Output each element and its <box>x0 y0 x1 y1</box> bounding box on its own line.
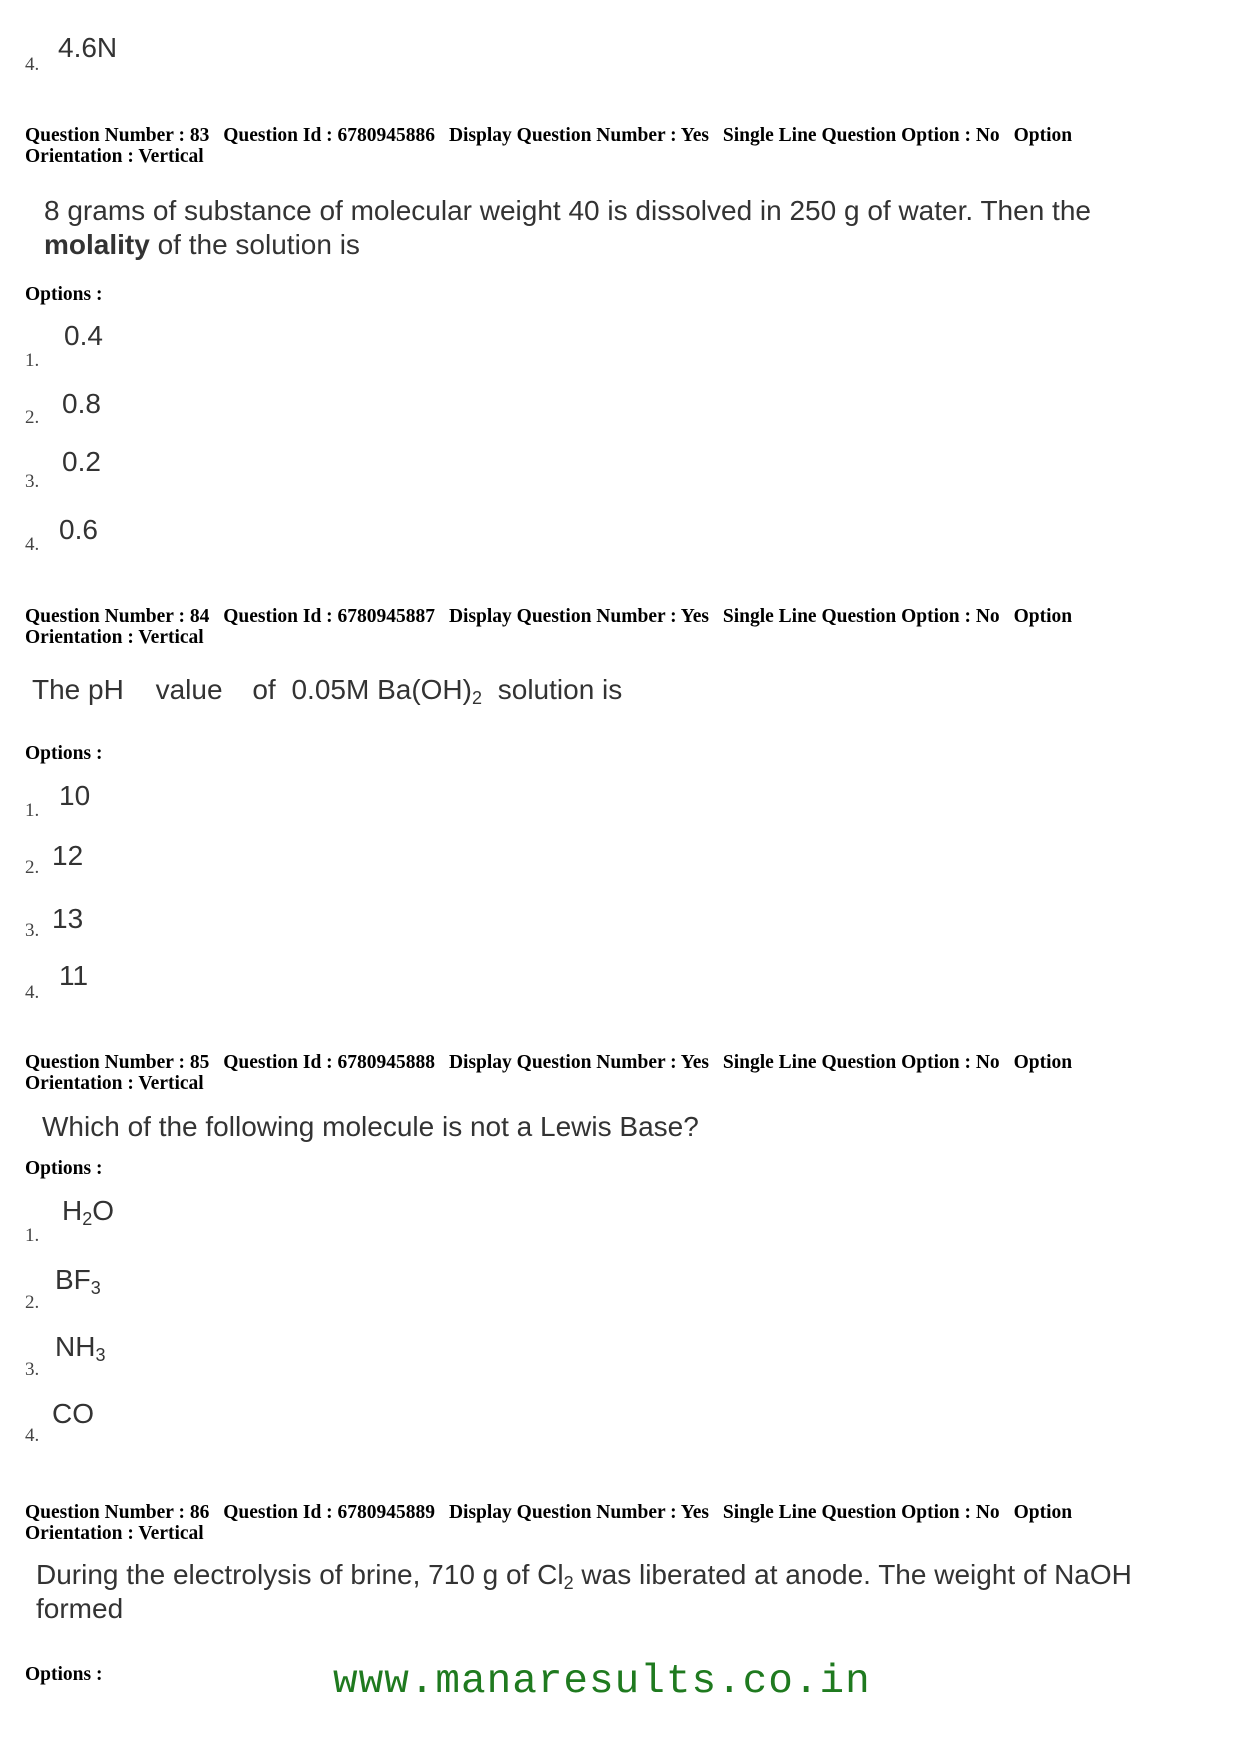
display-question-number: Display Question Number : Yes <box>448 606 709 627</box>
option-number: 4. <box>25 1425 40 1446</box>
question-meta <box>25 606 1215 648</box>
question-text: The pH value of 0.05M $Ba(OH)_2$ solution is <box>32 674 623 708</box>
option-value: 0.6 <box>59 514 98 545</box>
option-value: 10 <box>59 780 91 811</box>
single-line-option: Single Line Question Option : No <box>722 125 1000 146</box>
option-number: 1. <box>25 800 40 821</box>
option-number: 4. <box>25 982 40 1003</box>
option-number: 4. <box>25 534 40 555</box>
option-value: 0.2 <box>62 446 101 477</box>
option-number: 2. <box>25 407 40 428</box>
question-id: Question Id : 6780945886 <box>223 125 436 146</box>
option-number: 1. <box>25 350 40 371</box>
question-text: During the electrolysis of brine, 710 g of $Cl_2$ was liberated at anode. The weight of NaOH formed <box>36 1559 1132 1624</box>
option-value: $NH_3$ <box>55 1331 106 1365</box>
single-line-option: Single Line Question Option : No <box>722 606 1000 627</box>
option-number: 2. <box>25 1292 40 1313</box>
option-value: 4.6N <box>58 32 118 63</box>
bold-term: molality <box>44 229 150 260</box>
question-id: Question Id : 6780945888 <box>223 1052 436 1073</box>
options-label: Options : <box>25 284 103 305</box>
options-label: Options : <box>25 1158 103 1179</box>
display-question-number: Display Question Number : Yes <box>448 125 709 146</box>
option-value: 13 <box>52 903 84 934</box>
option-number: 3. <box>25 920 40 941</box>
option-number: 1. <box>25 1225 40 1246</box>
option-orientation: Orientation : Vertical <box>25 146 204 167</box>
option-number: 4. <box>25 54 40 75</box>
option-number: 3. <box>25 471 40 492</box>
question-number: Question Number : 84 <box>25 606 210 627</box>
question-text: 8 grams of substance of molecular weight 40 is dissolved in 250 g of water. Then the molality of the solution is <box>44 195 1091 260</box>
option-number: 3. <box>25 1359 40 1380</box>
option-value: 11 <box>59 960 89 991</box>
question-id: Question Id : 6780945887 <box>223 606 436 627</box>
single-line-option: Single Line Question Option : No <box>722 1052 1000 1073</box>
option-value: $BF_3$ <box>55 1264 101 1298</box>
option-orientation: Orientation : Vertical <box>25 1523 204 1544</box>
display-question-number: Display Question Number : Yes <box>448 1502 709 1523</box>
display-question-number: Display Question Number : Yes <box>448 1052 709 1073</box>
option-label: Option <box>1013 606 1073 627</box>
option-label: Option <box>1013 1502 1073 1523</box>
site-watermark: www.manaresults.co.in <box>333 1659 871 1705</box>
option-value: $H_2O$ <box>62 1195 115 1229</box>
question-number: Question Number : 86 <box>25 1502 210 1523</box>
option-value: 0.4 <box>64 320 103 351</box>
option-number: 2. <box>25 857 40 878</box>
question-id: Question Id : 6780945889 <box>223 1502 436 1523</box>
single-line-option: Single Line Question Option : No <box>722 1502 1000 1523</box>
question-number: Question Number : 83 <box>25 125 210 146</box>
question-number: Question Number : 85 <box>25 1052 210 1073</box>
options-label: Options : <box>25 743 103 764</box>
option-value: 12 <box>52 840 84 871</box>
question-meta <box>25 1502 1215 1544</box>
question-text: Which of the following molecule is not a Lewis Base? <box>42 1111 699 1142</box>
question-meta <box>25 1052 1215 1094</box>
option-orientation: Orientation : Vertical <box>25 1073 204 1094</box>
option-value: 0.8 <box>62 388 101 419</box>
option-value: CO <box>52 1398 94 1429</box>
options-label: Options : <box>25 1664 103 1685</box>
question-meta <box>25 125 1215 167</box>
option-label: Option <box>1013 125 1073 146</box>
option-orientation: Orientation : Vertical <box>25 627 204 648</box>
option-label: Option <box>1013 1052 1073 1073</box>
